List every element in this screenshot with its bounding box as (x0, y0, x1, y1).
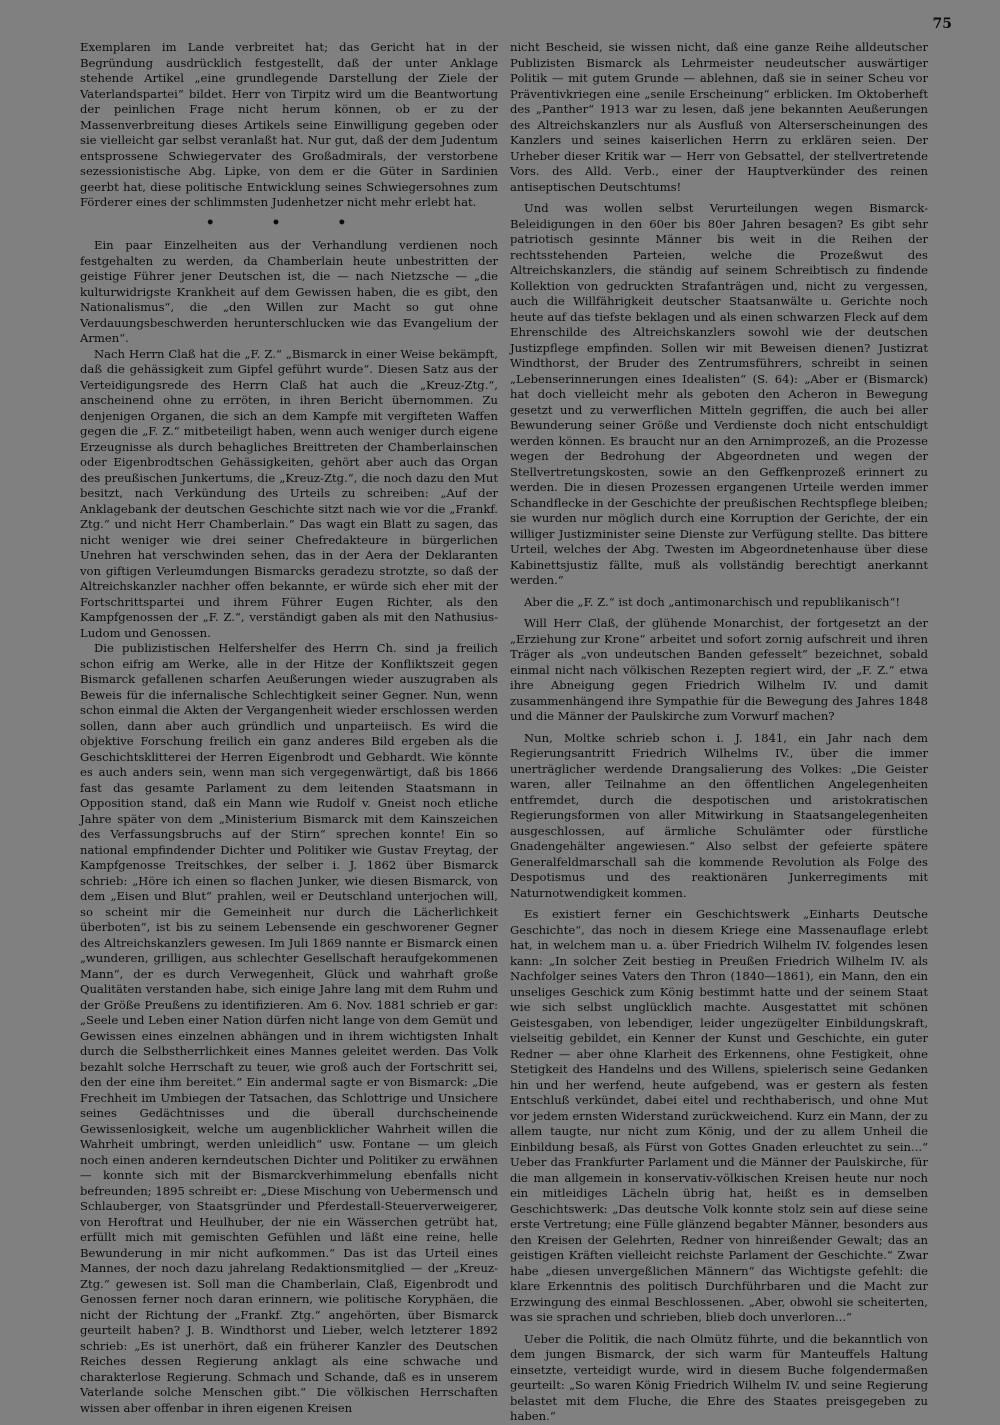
section-separator: • • • (205, 214, 373, 231)
left-paragraph-1: Exemplaren im Lande verbreitet hat; das Gericht hat in der Begründung ausdrücklich festgestellt, daß der unter Anklage stehende Artikel „eine grundlegende Darstellung der Ziele der Vaterlandspartei“ bildet. Herr von Tirpitz wird um die Beantwortung der peinlichen Frage nicht herum können, ob er zu der Massenverbreitung dieses Artikels seine Einwilligung gegeben oder sie vielleicht gar selbst veranlaßt hat. Nur gut, daß der dem Judentum entsprossene Schwiegervater des Großadmirals, der verstorbene sezessionistische Abg. Lipke, von dem er die Güter in Sardinien geerbt hat, diese politische Entwicklung seines Schwiegersohnes zum Förderer eines der schlimmsten Judenhetzer nicht mehr erlebt hat. (80, 40, 498, 209)
left-paragraph-2: Ein paar Einzelheiten aus der Verhandlung verdienen noch festgehalten zu werden, da Chamberlain heute unbestritten der geistige Führer jener Deutschen ist, die — nach Nietzsche — „die kulturwidrigste Krankheit auf dem Gewissen haben, die es gibt, den Nationalismus“, die „den Willen zur Macht so gut ohne Verdauungsbeschwerden herunterschlucken wie das Evangelium der Armen“. (80, 238, 498, 345)
right-paragraph-7: Ueber die Politik, die nach Olmütz führte, und die bekanntlich von dem jungen Bismarck, der sich warm für Manteuffels Haltung einsetzte, verteidigt wurde, wird in diesem Buche folgendermaßen geurteilt: „So waren König Friedrich Wilhelm IV. und seine Regierung belastet mit dem Fluche, die Ehre des Staates preisgegeben zu haben.“ (510, 1331, 928, 1423)
left-paragraph-4: Die publizistischen Helfershelfer des Herrn Ch. sind ja freilich schon eifrig am Werke, alle in der Hitze der Konfliktszeit gegen Bismarck gefallenen scharfen Aeußerungen wieder auszugraben als Beweis für die infernalische Schlechtigkeit seiner Gegner. Nun, wenn schon einmal die Akten der Vergangenheit wieder erschlossen werden sollen, dann aber auch gründlich und unparteiisch. Es wird die objektive Forschung freilich ein ganz anderes Bild ergeben als die Geschichtsklitterei der Herren Eigenbrodt und Gebhardt. Wie könnte es auch anders sein, wenn man sich vergegenwärtigt, daß bis 1866 fast das gesamte Parlament zu dem leitenden Staatsmann in Opposition stand, daß ein Mann wie Rudolf v. Gneist noch etliche Jahre später von dem „Ministerium Bismarck mit dem Kainszeichen des Verfassungsbruchs auf der Stirn“ sprechen konnte! Ein so national empfindender Dichter und Politiker wie Gustav Freytag, der Kampfgenosse Treitschkes, der selber i. J. 1862 über Bismarck schrieb: „Höre ich einen so flachen Junker, wie diesen Bismarck, von dem „Eisen und Blut“ prahlen, weil er Deutschland unterjochen will, so scheint mir die Gemeinheit nur durch die Lächerlichkeit überboten“, ist bis zu seinem Lebensende ein geschworener Gegner des Altreichskanzlers gewesen. Im Juli 1869 nannte er Bismarck einen „wunderen, grilligen, aus schlechter Gesellschaft heraufgekommenen Mann“, der es durch Verwegenheit, Glück und wahrhaft große Qualitäten verstanden habe, sich einige Jahre lang mit dem Ruhm und der Größe Preußens zu identifizieren. Am 6. Nov. 1881 schrieb er gar: „Seele und Leben einer Nation dürfen nicht lange von dem Gemüt und Gewissen eines einzelnen abhängen und in ihrem wichtigsten Inhalt durch die Selbstherrlichkeit eines Mannes geleitet werden. Das Volk bezahlt solche Herrschaft zu teuer, wie groß auch der Fortschritt sei, den der eine ihm bereitet.“ Ein andermal sagte er von Bismarck: „Die Frechheit im Umbiegen der Tatsachen, das Schlottrige und Unsichere seines Gedächtnisses und die überall durchscheinende Gewissenlosigkeit, welche um augenblicklicher Wahrheit willen die Wahrheit umbringt, werden unleidlich“ usw. Fontane — um gleich noch einen anderen kerndeutschen Dichter und Politiker zu erwähnen — konnte sich mit der Bismarckverhimmelung ebenfalls nicht befreunden; 1895 schreibt er: „Diese Mischung von Uebermensch und Schlauberger, von Staatsgründer und Pferdestall-Steuerverweigerer, von Heroftrat und Heulhuber, der nie ein Wässerchen getrübt hat, erfüllt mich mit gemischten Gefühlen und läßt eine reine, helle Bewunderung in mir nicht aufkommen.“ Das ist das Urteil eines Mannes, der noch dazu jahrelang Redaktionsmitglied — der „Kreuz-Ztg.“ gewesen ist. Soll man die Chamberlain, Claß, Eigenbrodt und Genossen ferner noch daran erinnern, wie politische Koryphäen, die nicht der Richtung der „Frankf. Ztg.“ angehörten, über Bismarck geurteilt haben? J. B. Windthorst und Lieber, welch letzterer 1892 schrieb: „Es ist unerhört, daß ein früherer Kanzler des Deutschen Reiches dessen Regierung anklagt als eine schwache und charakterlose Regierung. Schmach und Schande, daß es in unserem Vaterlande solche Menschen gibt.“ Die völkischen Herrschaften wissen aber offenbar in ihren eigenen Kreisen (80, 641, 498, 1415)
right-paragraph-2: Und was wollen selbst Verurteilungen wegen Bismarck-Beleidigungen in den 60er bis 80er Jahren besagen? Es gibt sehr patriotisch gesinnte Männer bis weit in die Reihen der rechtsstehenden Parteien, welche die Prozeßwut des Altreichskanzlers, die ständig auf seinem Schreibtisch zu findende Kollektion von gedruckten Strafanträgen und, nicht zu vergessen, auch die Willfährigkeit deutscher Staatsanwälte u. Gerichte noch heute auf das tiefste beklagen und als einen schwarzen Fleck auf dem Ehrenschilde des Altreichskanzlers sowohl wie der deutschen Justizpflege empfinden. Sollen wir mit Beweisen dienen? Justizrat Windthorst, der Bruder des Zentrumsführers, schreibt in seinen „Lebenserinnerungen eines Idealisten“ (S. 64): „Aber er (Bismarck) hat doch vielleicht mehr als geboten den Acheron in Bewegung gesetzt und zu verwerflichen Mitteln gegriffen, die auch bei aller Bewunderung seiner Größe und Verdienste doch nicht entschuldigt werden können. Es braucht nur an den Arnimprozeß, an die Prozesse wegen der Bedrohung der Abgeordneten und wegen der Stellvertretungskosten, sowie an den Geffkenprozeß erinnert zu werden. Die in diesen Prozessen ergangenen Urteile werden immer Schandflecke in der Geschichte der preußischen Rechtspflege bleiben; sie wurden nur möglich durch eine Korruption der Gerichte, der ein williger Justizminister seine Dienste zur Verfügung stellte. Das bittere Urteil, welches der Abg. Twesten im Abgeordnetenhause über diese Kabinettsjustiz fällte, muß als vollständig berechtigt anerkannt werden.“ (510, 201, 928, 587)
right-paragraph-5: Nun, Moltke schrieb schon i. J. 1841, ein Jahr nach dem Regierungsantritt Friedrich Wilhelms IV., über die immer unerträglicher werdende Drangsalierung des Volkes: „Die Geister waren, aller Teilnahme an den öffentlichen Angelegenheiten entfremdet, durch die despotischen und aristokratischen Regierungsformen von aller Mitwirkung in Staatsangelegenheiten ausgeschlossen, auf ärmliche Schulämter oder fürstliche Gnadengehälter angewiesen.“ Also selbst der gefeierte spätere Generalfeldmarschall sah die kommende Revolution als Folge des Despotismus und des reaktionären Junkerregiments mit Naturnotwendigkeit kommen. (510, 730, 928, 900)
right-paragraph-4: Will Herr Claß, der glühende Monarchist, der fortgesetzt an der „Erziehung zur Krone“ arbeitet und sofort zornig aufschreit und ihren Träger als „von undeutschen Banden gefesselt“ bezeichnet, sobald einmal nicht nach völkischen Rezepten regiert wird, der „F. Z.“ etwa ihre Abneigung gegen Friedrich Wilhelm IV. und damit zusammenhängend ihre Sympathie für die Bewegung des Jahres 1848 und die Männer der Paulskirche zum Vorwurf machen? (510, 616, 928, 723)
right-paragraph-3: Aber die „F. Z.“ ist doch „antimonarchisch und republikanisch“! (524, 594, 901, 609)
left-paragraph-3: Nach Herrn Claß hat die „F. Z.“ „Bismarck in einer Weise bekämpft, daß die gehässigkeit zum Gipfel geführt wurde“. Diesen Satz aus der Verteidigungsrede des Herrn Claß hat auch die „Kreuz-Ztg.“, anscheinend ohne zu erröten, in ihren Bericht übernommen. Zu denjenigen Organen, die sich an dem Kampfe mit vergifteten Waffen gegen die „F. Z.“ mitbeteiligt haben, wenn auch weniger durch eigene Erzeugnisse als durch behagliches Breittreten der Chamberlainschen oder Eigenbrodtschen Gehässigkeiten, gehört aber auch das Organ des preußischen Junkertums, die „Kreuz-Ztg.“, die noch dazu den Mut besitzt, nach Verkündung des Urteils zu schreiben: „Auf der Anklagebank der deutschen Geschichte sitzt nach wie vor die „Frankf. Ztg.“ und nicht Herr Chamberlain.“ Das wagt ein Blatt zu sagen, das nicht weniger wie drei seiner Chefredakteure in bürgerlichen Unehren hat verschwinden sehen, das in der Aera der Deklaranten von giftigen Verleumdungen Bismarcks geradezu strotzte, so daß der Altreichskanzler nachher offen bekannte, er würde sich eher mit der Fortschrittspartei und ihrem Führer Eugen Richter, als den Kampfgenossen der „F. Z.“, verständigt gaben als mit den Nathusius-Ludom und Genossen. (80, 346, 498, 640)
right-column (510, 40, 928, 1425)
right-paragraph-6: Es existiert ferner ein Geschichtswerk „Einharts Deutsche Geschichte“, das noch in diesem Kriege eine Massenauflage erlebt hat, in welchem man u. a. über Friedrich Wilhelm IV. folgendes lesen kann: „In solcher Zeit bestieg in Preußen Friedrich Wilhelm IV. als Nachfolger seines Vaters den Thron (1840—1861), ein Mann, den ein unseliges Geschick zum König bestimmt hatte und der seinem Staat wie sich selbst unglücklich machte. Ausgestattet mit schönen Geistesgaben, von lebendiger, leider ungezügelter Einbildungskraft, vielseitig gebildet, ein Kenner der Kunst und Geschichte, ein guter Redner — aber ohne Klarheit des Erkennens, ohne Festigkeit, ohne Stetigkeit des Handelns und des Willens, spielerisch seine Gedanken hin und her werfend, heute aufgebend, was er gestern als festen Entschluß verkündet, dabei eitel und rechthaberisch, und ohne Mut vor jedem ernsten Widerstand zurückweichend. Kurz ein Mann, der zu allem taugte, nur nicht zum König, und der zu allem Unheil die Einbildung besaß, als Fürst von Gottes Gnaden erleuchtet zu sein...“ Ueber das Frankfurter Parlament und die Männer der Paulskirche, für die man allgemein in konservativ-völkischen Kreisen heute nur noch ein mitleidiges Lächeln übrig hat, heißt es in demselben Geschichtswerk: „Das deutsche Volk konnte stolz sein auf diese seine erste Vertretung; eine Fülle glänzend begabter Männer, besonders aus den Kreisen der Gelehrten, Redner von hinreißender Gewalt; das an geistigen Kräften vielleicht reichste Parlament der Geschichte.“ Zwar habe „diesen unvergeßlichen Männern“ das Wichtigste gefehlt: die klare Erkenntnis des politisch Durchführbaren und die Macht zur Erzwingung des einmal Beschlossenen. „Aber, obwohl sie scheiterten, was sie sprachen und schrieben, blieb doch unverloren...“ (510, 907, 928, 1324)
page-number: 75 (932, 16, 952, 32)
right-paragraph-1: nicht Bescheid, sie wissen nicht, daß eine ganze Reihe alldeutscher Publizisten Bismarck als Lehrmeister neudeutscher auswärtiger Politik — mit gutem Grunde — ablehnen, daß sie in seiner Scheu vor Präventivkriegen eine „senile Erscheinung“ erblicken. Im Oktoberheft des „Panther“ 1913 war zu lesen, daß jene bekannten Aeußerungen des Altreichskanzlers nur als Ausfluß von Alterserscheinungen des Kanzlers und seines kaiserlichen Herrn zu erklären seien. Der Urheber dieser Kritik war — Herr von Gebsattel, der stellvertretende Vors. des Alld. Verb., einer der Hauptverkünder des reinen antiseptischen Deutschtums! (510, 40, 928, 194)
left-column (80, 40, 498, 1416)
